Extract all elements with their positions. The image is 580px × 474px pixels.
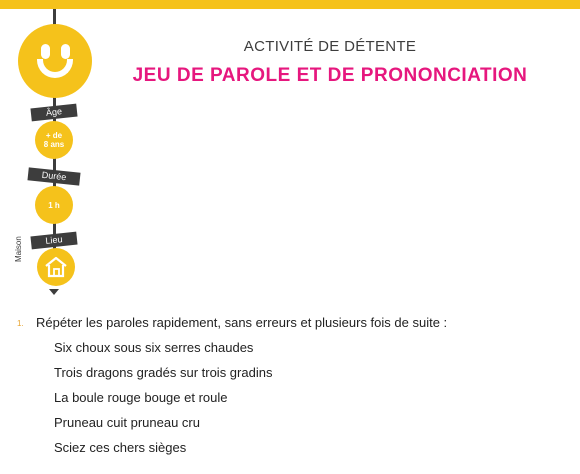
house-icon bbox=[37, 248, 75, 286]
activity-subtitle: ACTIVITÉ DE DÉTENTE bbox=[243, 38, 417, 55]
smiley-mouth bbox=[37, 59, 73, 78]
item-number: 1. bbox=[17, 319, 24, 328]
lieu-label: Lieu bbox=[30, 232, 77, 250]
phrase-item: Pruneau cuit pruneau cru bbox=[54, 415, 200, 430]
smiley-left-eye bbox=[41, 44, 50, 59]
smiley-right-eye bbox=[61, 44, 70, 59]
age-value-line1: + de bbox=[45, 131, 63, 140]
lieu-value: Maison bbox=[14, 236, 23, 262]
top-accent-bar bbox=[0, 0, 580, 9]
phrase-item: Trois dragons gradés sur trois gradins bbox=[54, 365, 273, 380]
duree-label: Durée bbox=[27, 167, 80, 185]
phrase-item: Sciez ces chers sièges bbox=[54, 440, 187, 455]
phrase-item: La boule rouge bouge et roule bbox=[54, 390, 228, 405]
duree-bubble bbox=[35, 186, 73, 224]
age-value-line2: 8 ans bbox=[43, 140, 65, 149]
age-label: Âge bbox=[30, 104, 77, 122]
house-icon-svg bbox=[43, 255, 69, 279]
timeline-arrow bbox=[49, 289, 59, 295]
page-title: JEU DE PAROLE ET DE PRONONCIATION bbox=[132, 65, 528, 86]
duree-value: 1 h bbox=[48, 200, 60, 210]
instruction-text: Répéter les paroles rapidement, sans erreurs et plusieurs fois de suite : bbox=[36, 315, 448, 330]
smiley-icon bbox=[18, 24, 92, 98]
phrase-item: Six choux sous six serres chaudes bbox=[54, 340, 254, 355]
age-bubble bbox=[35, 121, 73, 159]
